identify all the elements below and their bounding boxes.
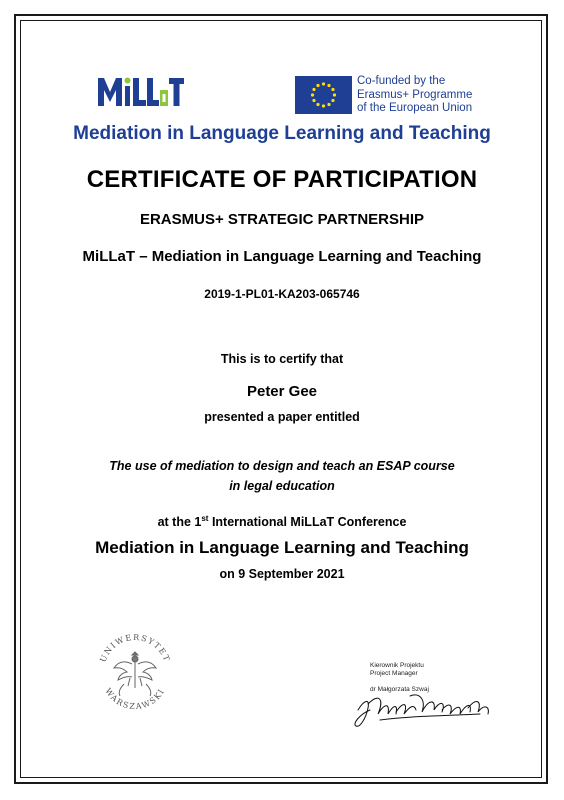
presented-line: presented a paper entitled	[204, 410, 360, 424]
eu-line-1: Co-funded by the	[357, 75, 446, 87]
handwritten-signature	[350, 670, 495, 732]
signature-role-pl: Kierownik Projektu	[370, 662, 424, 669]
eu-flag	[295, 76, 352, 114]
paper-title	[0, 456, 564, 496]
eu-cofunding-text	[357, 75, 472, 116]
program-title: Mediation in Language Learning and Teaching	[73, 123, 491, 144]
certificate-title: CERTIFICATE OF PARTICIPATION	[86, 166, 478, 193]
conference-line	[0, 514, 564, 529]
eu-stars-icon	[295, 76, 352, 114]
paper-title-line-2: in legal education	[229, 479, 335, 493]
signature-person: dr Małgorzata Szwaj	[370, 686, 429, 693]
project-code: 2019-1-PL01-KA203-065746	[204, 287, 360, 301]
signature-block	[350, 662, 500, 732]
seal-text-bottom: WARSZAWSKI	[103, 686, 167, 712]
certify-line: This is to certify that	[220, 352, 344, 366]
conference-date: on 9 September 2021	[219, 567, 345, 581]
millat-logo	[96, 74, 184, 110]
eu-line-2: Erasmus+ Programme	[357, 88, 473, 101]
millat-logo-mark	[96, 74, 184, 110]
seal-text-top: UNIWERSYTET	[98, 632, 172, 664]
seal-eagle-icon	[94, 630, 176, 712]
university-seal	[94, 630, 176, 712]
project-name: MiLLaT – Mediation in Language Learning and Teaching	[82, 248, 482, 265]
conference-suffix: International MiLLaT Conference	[208, 515, 407, 530]
conference-ordinal: st	[201, 514, 209, 523]
svg-text:WARSZAWSKI	[103, 687, 166, 712]
partnership-line: ERASMUS+ STRATEGIC PARTNERSHIP	[139, 211, 425, 228]
eu-line-3: of the European Union	[357, 102, 473, 114]
paper-title-line-1: The use of mediation to design and teach an ESAP course	[109, 459, 455, 473]
participant-name: Peter Gee	[246, 383, 318, 400]
conference-prefix: at the 1	[157, 515, 202, 530]
signature-role-en: Project Manager	[370, 670, 418, 677]
conference-name: Mediation in Language Learning and Teaching	[95, 538, 469, 557]
